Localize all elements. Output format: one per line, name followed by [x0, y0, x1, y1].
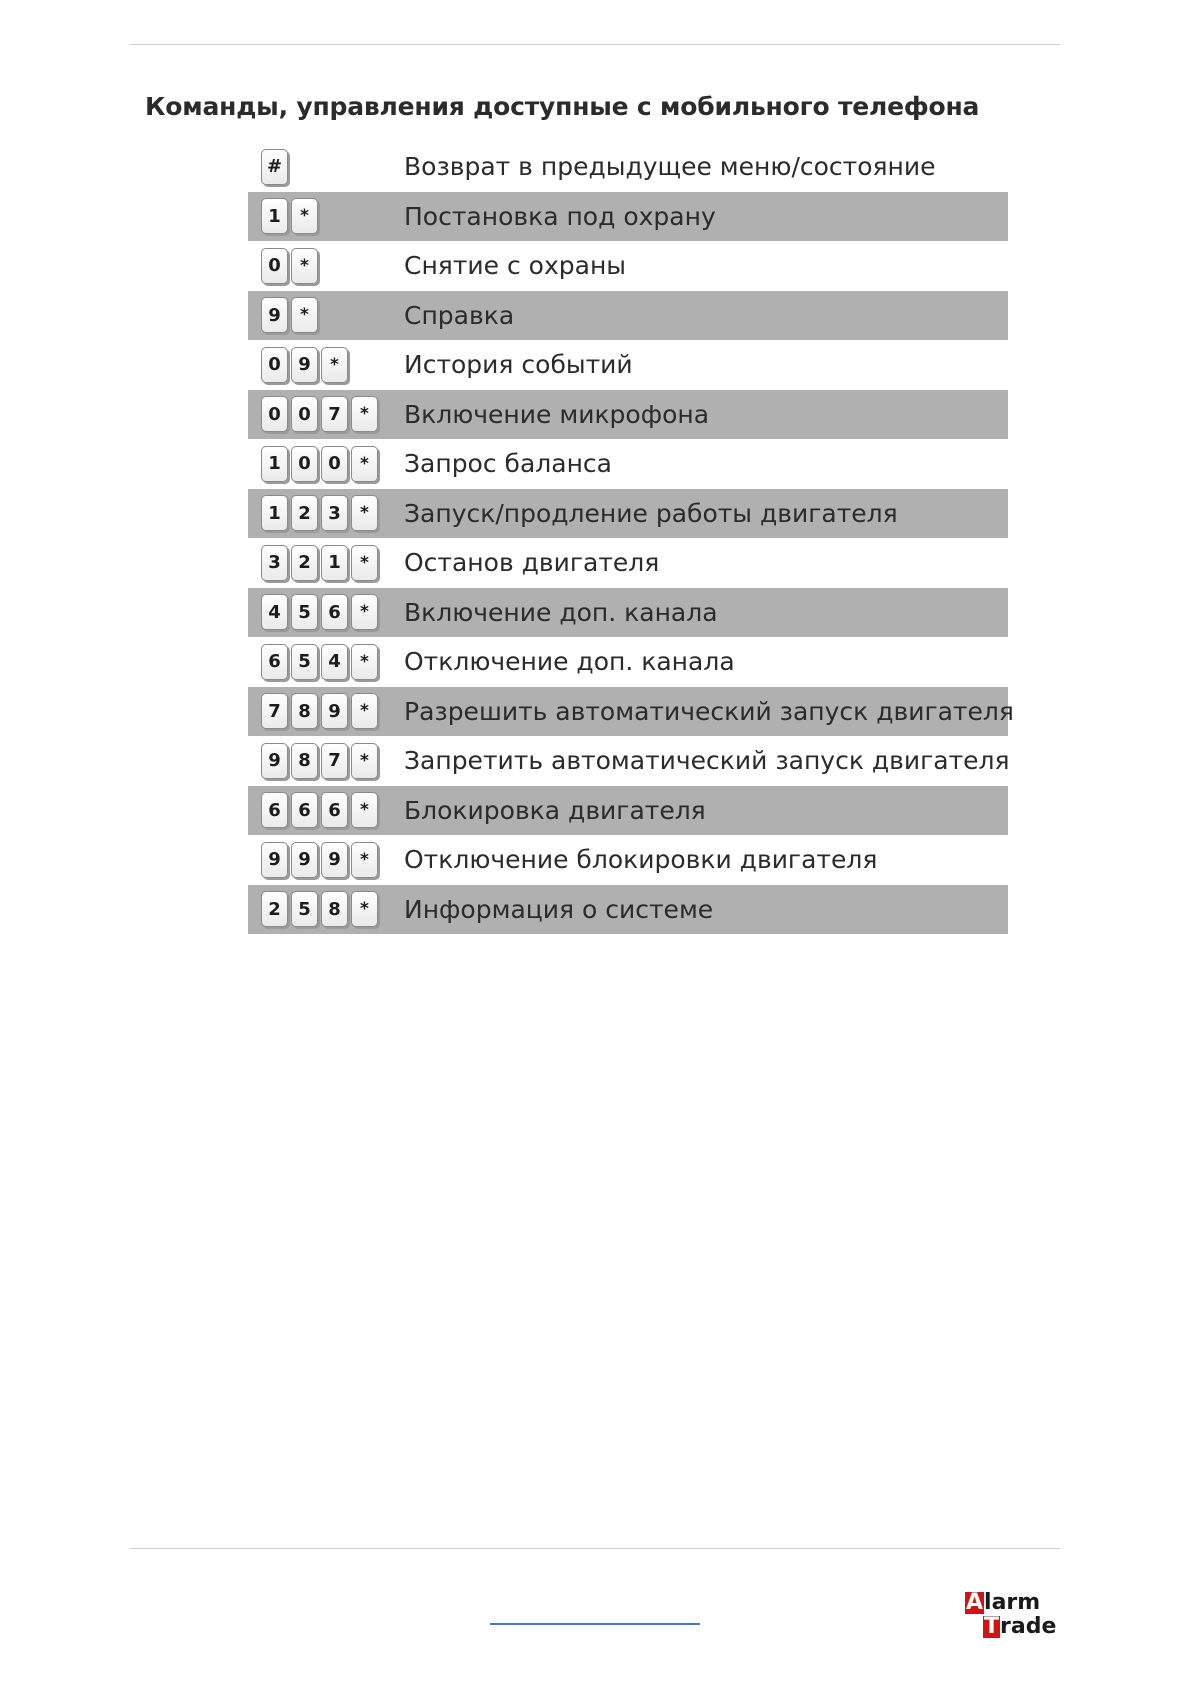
key-digit: 4	[261, 594, 288, 630]
command-row	[248, 588, 1008, 638]
command-row	[248, 439, 1008, 489]
logo-line-alarm	[965, 1592, 1040, 1614]
key-digit: 1	[261, 198, 288, 234]
key-digit: 6	[261, 644, 288, 680]
key-sequence	[248, 248, 388, 284]
logo-line-trade	[983, 1616, 1056, 1638]
key-digit: 6	[291, 792, 318, 828]
key-digit: 7	[321, 396, 348, 432]
key-star: *	[351, 396, 378, 432]
key-digit: 0	[291, 396, 318, 432]
key-star: *	[351, 792, 378, 828]
key-sequence	[248, 644, 388, 680]
key-sequence	[248, 198, 388, 234]
key-star: *	[321, 347, 348, 383]
key-sequence	[248, 545, 388, 581]
key-star: *	[351, 446, 378, 482]
key-star: *	[351, 594, 378, 630]
command-row	[248, 637, 1008, 687]
command-label: Останов двигателя	[404, 548, 660, 578]
key-digit: 7	[261, 693, 288, 729]
command-label: Включение доп. канала	[404, 597, 718, 627]
alarm-trade-logo	[965, 1590, 1065, 1642]
key-digit: 8	[321, 891, 348, 927]
key-star: *	[351, 693, 378, 729]
key-digit: 3	[261, 545, 288, 581]
key-sequence	[248, 743, 388, 779]
key-sequence	[248, 446, 388, 482]
key-digit: 2	[261, 891, 288, 927]
key-digit: 5	[291, 594, 318, 630]
command-label: История событий	[404, 350, 633, 380]
key-sequence	[248, 347, 388, 383]
key-digit: 9	[321, 693, 348, 729]
key-digit: 4	[321, 644, 348, 680]
key-digit: 0	[261, 347, 288, 383]
command-label: Снятие с охраны	[404, 251, 627, 281]
key-digit: 9	[261, 297, 288, 333]
key-digit: 6	[321, 594, 348, 630]
command-row	[248, 736, 1008, 786]
key-digit: 0	[261, 396, 288, 432]
key-digit: 1	[261, 446, 288, 482]
command-label: Включение микрофона	[404, 399, 710, 429]
key-digit: 5	[291, 644, 318, 680]
command-label: Запретить автоматический запуск двигателя	[404, 746, 1010, 776]
commands-table	[248, 142, 1014, 934]
key-star: *	[291, 297, 318, 333]
bottom-divider	[130, 1548, 1060, 1549]
key-digit: 5	[291, 891, 318, 927]
key-sequence	[248, 495, 388, 531]
key-digit: 7	[321, 743, 348, 779]
key-sequence	[248, 792, 388, 828]
key-sequence	[248, 891, 388, 927]
command-row	[248, 142, 1008, 192]
key-star: *	[351, 842, 378, 878]
command-row	[248, 241, 1008, 291]
key-digit: 8	[291, 693, 318, 729]
key-digit: 1	[321, 545, 348, 581]
key-digit: 8	[291, 743, 318, 779]
key-digit: 3	[321, 495, 348, 531]
key-digit: 9	[321, 842, 348, 878]
command-row	[248, 291, 1008, 341]
command-label: Справка	[404, 300, 515, 330]
key-digit: 9	[291, 842, 318, 878]
page-title: Команды, управления доступные с мобильного телефона	[145, 92, 980, 121]
command-row	[248, 340, 1008, 390]
key-star: *	[351, 495, 378, 531]
key-star: *	[351, 545, 378, 581]
command-row	[248, 786, 1008, 836]
key-digit: 2	[291, 495, 318, 531]
command-row	[248, 390, 1008, 440]
key-star: *	[351, 743, 378, 779]
key-digit: 9	[261, 743, 288, 779]
key-star: *	[351, 644, 378, 680]
command-row	[248, 885, 1008, 935]
key-digit: 0	[291, 446, 318, 482]
key-sequence	[248, 842, 388, 878]
key-star: *	[291, 248, 318, 284]
footer-link-underline[interactable]	[490, 1623, 700, 1625]
key-sequence	[248, 693, 388, 729]
logo-text-larm: larm	[984, 1590, 1041, 1615]
top-divider	[130, 44, 1060, 45]
logo-cap-t: T	[984, 1614, 1000, 1639]
command-label: Блокировка двигателя	[404, 795, 706, 825]
command-label: Разрешить автоматический запуск двигателя	[404, 696, 1014, 726]
key-digit: 0	[321, 446, 348, 482]
command-label: Запрос баланса	[404, 449, 612, 479]
command-label: Отключение доп. канала	[404, 647, 735, 677]
command-row	[248, 489, 1008, 539]
command-row	[248, 687, 1014, 737]
key-digit: 9	[261, 842, 288, 878]
key-digit: 0	[261, 248, 288, 284]
key-sequence	[248, 149, 388, 185]
key-digit: 6	[321, 792, 348, 828]
key-star: *	[291, 198, 318, 234]
key-digit: 2	[291, 545, 318, 581]
command-label: Запуск/продление работы двигателя	[404, 498, 898, 528]
key-star: *	[351, 891, 378, 927]
logo-cap-a: A	[966, 1590, 984, 1615]
logo-text-rade: rade	[1000, 1614, 1057, 1639]
command-row	[248, 538, 1008, 588]
key-sequence	[248, 594, 388, 630]
key-sequence	[248, 297, 388, 333]
command-label: Информация о системе	[404, 894, 714, 924]
command-label: Отключение блокировки двигателя	[404, 845, 878, 875]
command-label: Постановка под охрану	[404, 201, 716, 231]
command-label: Возврат в предыдущее меню/состояние	[404, 152, 936, 182]
command-row	[248, 835, 1008, 885]
key-digit: 6	[261, 792, 288, 828]
key-sequence	[248, 396, 388, 432]
key-digit: 9	[291, 347, 318, 383]
command-row	[248, 192, 1008, 242]
key-hash: #	[261, 149, 288, 185]
key-digit: 1	[261, 495, 288, 531]
